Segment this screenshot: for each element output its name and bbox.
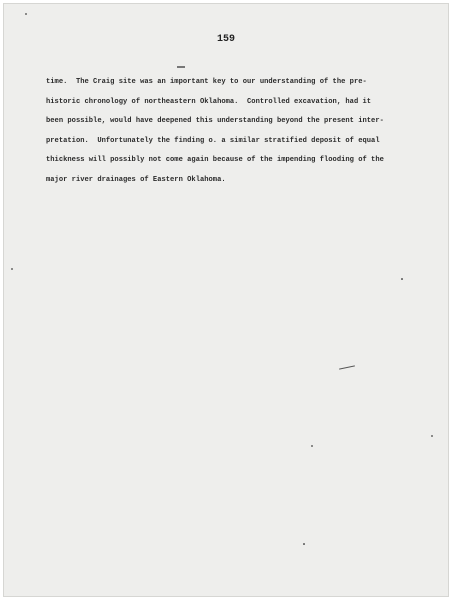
paper-speck [11,268,13,270]
text-line: pretation. Unfortunately the finding o. a similar stratified deposit of equal [46,136,380,145]
text-line: thickness will possibly not come again because of the impending flooding of the [46,156,384,165]
text-line: historic chronology of northeastern Oklahoma. Controlled excavation, had it [46,97,372,106]
document-page [3,3,449,597]
text-line: time. The Craig site was an important key to our understanding of the pre- [46,78,367,86]
ink-mark [177,66,185,68]
paper-speck [25,13,27,15]
paper-mark [339,365,355,369]
text-line: major river drainages of Eastern Oklahoma. [46,175,226,184]
paper-speck [311,445,313,447]
body-paragraph [46,73,416,191]
paper-speck [401,278,403,280]
paper-speck [303,543,305,545]
paper-speck [431,435,433,437]
page-number: 159 [216,34,235,45]
text-line: been possible, would have deepened this understanding beyond the present inter- [46,117,384,126]
